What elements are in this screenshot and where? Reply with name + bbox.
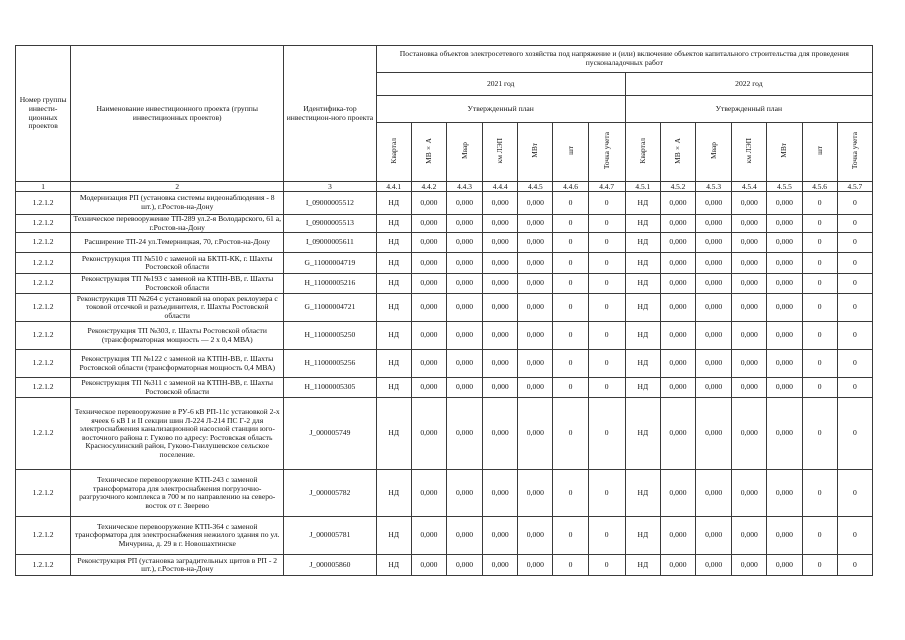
row-value-cell: 0,000 (660, 470, 695, 517)
row-value-cell: НД (376, 322, 411, 350)
row-project-id: I_09000005611 (284, 233, 376, 253)
row-value-cell: НД (625, 322, 660, 350)
table-row (16, 253, 873, 274)
header-unit-2021-2: МВ×А (411, 123, 446, 182)
header-year-2022: 2022 год (625, 73, 872, 96)
row-value-cell: 0,000 (483, 398, 518, 470)
row-value-cell: 0 (837, 555, 872, 576)
row-value-cell: 0,000 (518, 517, 553, 555)
row-project-id: J_000005860 (284, 555, 376, 576)
table-row (16, 322, 873, 350)
row-value-cell: 0 (553, 470, 588, 517)
row-value-cell: 0,000 (696, 253, 732, 274)
row-group-number: 1.2.1.2 (16, 555, 71, 576)
row-project-name: Техническое перевооружение в РУ-6 кВ РП-11с установкой 2-х ячеек 6 кВ I и II секции шин Л-224 Л-214 ПС Г-2 для электроснабжения канализационной насосной станции юго-восточного района г. Гуково по адресу: Ростовская область Красносулинский район, Гуково-Гнилушевское сельское поселение. (71, 398, 284, 470)
table-row (16, 470, 873, 517)
row-value-cell: 0,000 (660, 215, 695, 233)
header-unit-2022-5: МВт (767, 123, 802, 182)
table-row (16, 215, 873, 233)
row-project-name: Реконструкция ТП №122 с заменой на КТПН-ВВ, г. Шахты Ростовской области (трансформаторная мощность 0,4 МВА) (71, 350, 284, 378)
column-number: 4.4.3 (446, 182, 482, 192)
row-value-cell: 0,000 (483, 274, 518, 294)
row-value-cell: 0,000 (446, 274, 482, 294)
row-value-cell: 0 (837, 517, 872, 555)
row-value-cell: 0 (588, 398, 625, 470)
header-unit-2022-7: Точка учета (837, 123, 872, 182)
row-value-cell: 0,000 (660, 555, 695, 576)
table-row (16, 192, 873, 215)
investment-table (15, 45, 873, 576)
row-value-cell: 0 (588, 350, 625, 378)
row-value-cell: 0,000 (411, 274, 446, 294)
row-value-cell: 0,000 (411, 253, 446, 274)
row-value-cell: НД (376, 555, 411, 576)
row-group-number: 1.2.1.2 (16, 294, 71, 322)
row-value-cell: 0,000 (446, 398, 482, 470)
row-project-id: H_11000005305 (284, 378, 376, 398)
row-value-cell: НД (625, 378, 660, 398)
row-value-cell: 0,000 (446, 253, 482, 274)
row-value-cell: 0,000 (411, 517, 446, 555)
row-value-cell: 0 (588, 215, 625, 233)
row-value-cell: 0,000 (446, 322, 482, 350)
row-group-number: 1.2.1.2 (16, 398, 71, 470)
row-value-cell: 0,000 (732, 378, 767, 398)
row-value-cell: НД (376, 215, 411, 233)
row-value-cell: 0,000 (767, 233, 802, 253)
row-value-cell: 0,000 (411, 192, 446, 215)
header-unit-2021-4: км ЛЭП (483, 123, 518, 182)
row-value-cell: 0 (837, 470, 872, 517)
row-group-number: 1.2.1.2 (16, 378, 71, 398)
row-value-cell: 0 (837, 350, 872, 378)
row-value-cell: 0 (802, 555, 837, 576)
row-value-cell: НД (376, 253, 411, 274)
row-project-name: Реконструкция ТП №510 с заменой на БКТП-КК, г. Шахты Ростовской области (71, 253, 284, 274)
row-value-cell: 0 (588, 274, 625, 294)
row-value-cell: 0 (802, 350, 837, 378)
column-number: 4.4.7 (588, 182, 625, 192)
row-project-id: J_000005782 (284, 470, 376, 517)
row-value-cell: 0,000 (518, 470, 553, 517)
row-value-cell: 0 (837, 233, 872, 253)
header-unit-2021-3: Мвар (446, 123, 482, 182)
column-number: 4.5.7 (837, 182, 872, 192)
row-value-cell: 0,000 (660, 350, 695, 378)
row-project-id: H_11000005216 (284, 274, 376, 294)
row-value-cell: 0 (588, 192, 625, 215)
column-number: 4.5.6 (802, 182, 837, 192)
row-value-cell: 0,000 (483, 215, 518, 233)
row-value-cell: 0,000 (660, 233, 695, 253)
row-value-cell: 0,000 (518, 294, 553, 322)
header-unit-2021-5: МВт (518, 123, 553, 182)
row-value-cell: 0,000 (483, 350, 518, 378)
row-value-cell: 0,000 (767, 192, 802, 215)
row-value-cell: 0 (588, 322, 625, 350)
row-value-cell: 0,000 (483, 470, 518, 517)
row-group-number: 1.2.1.2 (16, 322, 71, 350)
row-group-number: 1.2.1.2 (16, 192, 71, 215)
column-number: 4.5.3 (696, 182, 732, 192)
column-number: 2 (71, 182, 284, 192)
row-value-cell: 0,000 (411, 350, 446, 378)
row-group-number: 1.2.1.2 (16, 274, 71, 294)
row-value-cell: 0 (837, 274, 872, 294)
row-value-cell: НД (376, 398, 411, 470)
row-value-cell: 0 (588, 233, 625, 253)
row-value-cell: 0,000 (696, 350, 732, 378)
row-value-cell: 0,000 (767, 470, 802, 517)
row-value-cell: 0,000 (446, 294, 482, 322)
row-value-cell: 0 (553, 215, 588, 233)
row-value-cell: 0,000 (732, 192, 767, 215)
row-value-cell: 0,000 (411, 322, 446, 350)
table-row (16, 350, 873, 378)
row-project-id: J_000005749 (284, 398, 376, 470)
row-value-cell: 0 (837, 322, 872, 350)
row-value-cell: 0,000 (767, 555, 802, 576)
row-value-cell: 0,000 (660, 274, 695, 294)
header-group-number: Номер группы инвести-ционных проектов (16, 46, 71, 182)
row-project-name: Техническое перевооружение КТП-364 с заменой трансформатора для электроснабжения нежилого здания по ул. Мичурина, д. 29 в г. Новошахтинске (71, 517, 284, 555)
row-value-cell: НД (376, 378, 411, 398)
column-number: 3 (284, 182, 376, 192)
row-value-cell: 0,000 (767, 253, 802, 274)
column-number: 4.5.5 (767, 182, 802, 192)
table-row (16, 555, 873, 576)
table-row (16, 517, 873, 555)
row-value-cell: НД (376, 517, 411, 555)
row-value-cell: 0 (837, 378, 872, 398)
row-value-cell: 0,000 (696, 322, 732, 350)
row-project-name: Реконструкция ТП №264 с установкой на опорах реклоузера с токовой отсечкой и разъединителя, г. Шахты Ростовской области (71, 294, 284, 322)
row-value-cell: 0 (588, 555, 625, 576)
row-value-cell: 0 (802, 253, 837, 274)
row-value-cell: 0,000 (732, 350, 767, 378)
row-value-cell: 0,000 (767, 274, 802, 294)
header-main-title: Постановка объектов электросетевого хозяйства под напряжение и (или) включение объектов капитального строительства для проведения пусконаладочных работ (376, 46, 872, 73)
row-value-cell: 0,000 (767, 294, 802, 322)
row-value-cell: 0 (837, 192, 872, 215)
header-approved-plan-2021: Утвержденный план (376, 96, 625, 123)
row-project-id: I_09000005512 (284, 192, 376, 215)
row-value-cell: 0,000 (483, 322, 518, 350)
row-value-cell: 0,000 (518, 192, 553, 215)
row-value-cell: 0 (553, 274, 588, 294)
row-project-id: I_09000005513 (284, 215, 376, 233)
row-value-cell: 0,000 (696, 555, 732, 576)
table-row (16, 294, 873, 322)
row-value-cell: 0,000 (446, 517, 482, 555)
row-value-cell: 0,000 (518, 233, 553, 253)
row-value-cell: 0,000 (732, 253, 767, 274)
row-value-cell: 0,000 (483, 555, 518, 576)
row-value-cell: 0,000 (518, 398, 553, 470)
row-value-cell: 0,000 (518, 253, 553, 274)
row-value-cell: 0 (553, 253, 588, 274)
row-value-cell: 0,000 (767, 378, 802, 398)
row-value-cell: 0,000 (732, 274, 767, 294)
row-project-id: H_11000005256 (284, 350, 376, 378)
row-project-id: G_11000004719 (284, 253, 376, 274)
row-project-name: Техническое перевооружение ТП-289 ул.2-я Володарского, 61 а, г.Ростов-на-Дону (71, 215, 284, 233)
row-value-cell: 0,000 (411, 470, 446, 517)
row-value-cell: НД (625, 398, 660, 470)
row-value-cell: 0,000 (660, 378, 695, 398)
column-number: 4.5.2 (660, 182, 695, 192)
row-value-cell: 0,000 (696, 517, 732, 555)
row-value-cell: 0,000 (696, 274, 732, 294)
row-project-id: J_000005781 (284, 517, 376, 555)
row-value-cell: 0,000 (732, 215, 767, 233)
row-value-cell: 0 (837, 215, 872, 233)
row-value-cell: 0 (802, 378, 837, 398)
row-value-cell: НД (376, 233, 411, 253)
row-value-cell: НД (625, 517, 660, 555)
row-value-cell: 0,000 (518, 350, 553, 378)
row-value-cell: НД (376, 192, 411, 215)
row-value-cell: НД (376, 274, 411, 294)
row-value-cell: НД (625, 274, 660, 294)
row-project-name: Реконструкция РП (установка заградительных щитов в РП - 2 шт.), г.Ростов-на-Дону (71, 555, 284, 576)
row-project-name: Реконструкция ТП №311 с заменой на КТПН-ВВ, г. Шахты Ростовской области (71, 378, 284, 398)
row-value-cell: 0,000 (411, 233, 446, 253)
row-value-cell: 0 (837, 294, 872, 322)
row-value-cell: 0,000 (696, 378, 732, 398)
header-unit-2022-1: Квартал (625, 123, 660, 182)
row-value-cell: 0 (588, 253, 625, 274)
header-project-name: Наименование инвестиционного проекта (группы инвестиционных проектов) (71, 46, 284, 182)
row-value-cell: 0,000 (518, 215, 553, 233)
row-value-cell: НД (625, 350, 660, 378)
row-value-cell: НД (376, 294, 411, 322)
row-value-cell: 0,000 (411, 378, 446, 398)
row-value-cell: 0 (802, 192, 837, 215)
row-value-cell: 0,000 (732, 470, 767, 517)
row-value-cell: НД (625, 470, 660, 517)
column-number: 4.4.2 (411, 182, 446, 192)
row-value-cell: 0,000 (446, 350, 482, 378)
header-approved-plan-2022: Утвержденный план (625, 96, 872, 123)
row-value-cell: 0,000 (732, 398, 767, 470)
row-value-cell: 0 (802, 233, 837, 253)
row-group-number: 1.2.1.2 (16, 350, 71, 378)
row-value-cell: НД (625, 294, 660, 322)
row-value-cell: 0,000 (483, 233, 518, 253)
row-project-id: G_11000004721 (284, 294, 376, 322)
row-value-cell: 0,000 (696, 470, 732, 517)
row-value-cell: НД (625, 233, 660, 253)
header-unit-2021-7: Точка учета (588, 123, 625, 182)
row-value-cell: 0,000 (767, 350, 802, 378)
row-value-cell: 0,000 (767, 517, 802, 555)
row-value-cell: 0 (588, 294, 625, 322)
column-number: 1 (16, 182, 71, 192)
header-unit-2022-3: Мвар (696, 123, 732, 182)
row-value-cell: 0,000 (518, 274, 553, 294)
row-group-number: 1.2.1.2 (16, 215, 71, 233)
row-value-cell: 0 (588, 517, 625, 555)
row-value-cell: НД (625, 192, 660, 215)
row-value-cell: 0,000 (696, 233, 732, 253)
row-value-cell: 0 (553, 378, 588, 398)
row-value-cell: 0,000 (518, 322, 553, 350)
header-unit-2021-6: шт (553, 123, 588, 182)
row-value-cell: 0 (553, 398, 588, 470)
row-value-cell: 0,000 (660, 322, 695, 350)
row-value-cell: НД (625, 555, 660, 576)
row-value-cell: 0 (553, 294, 588, 322)
row-value-cell: 0 (588, 470, 625, 517)
row-value-cell: 0,000 (732, 233, 767, 253)
header-unit-2021-1: Квартал (376, 123, 411, 182)
row-value-cell: 0 (802, 215, 837, 233)
row-project-id: H_11000005250 (284, 322, 376, 350)
row-value-cell: 0 (802, 470, 837, 517)
row-project-name: Техническое перевооружение КТП-243 с заменой трансформатора для электроснабжения погрузочно-разгрузочного комплекса в 700 м по направлению на северо-восток от г. Зверево (71, 470, 284, 517)
row-value-cell: 0,000 (767, 322, 802, 350)
header-unit-2022-6: шт (802, 123, 837, 182)
row-value-cell: 0,000 (660, 398, 695, 470)
row-value-cell: 0,000 (732, 294, 767, 322)
row-value-cell: 0 (553, 555, 588, 576)
row-value-cell: 0,000 (732, 517, 767, 555)
column-number: 4.5.4 (732, 182, 767, 192)
row-value-cell: 0,000 (660, 294, 695, 322)
row-value-cell: 0,000 (483, 192, 518, 215)
row-value-cell: 0,000 (660, 192, 695, 215)
row-value-cell: 0 (837, 253, 872, 274)
row-value-cell: 0,000 (411, 294, 446, 322)
column-number: 4.4.6 (553, 182, 588, 192)
table-row (16, 233, 873, 253)
row-value-cell: 0,000 (767, 398, 802, 470)
row-value-cell: 0,000 (411, 215, 446, 233)
row-value-cell: 0,000 (446, 555, 482, 576)
row-value-cell: 0 (553, 233, 588, 253)
header-unit-2022-4: км ЛЭП (732, 123, 767, 182)
table-row (16, 398, 873, 470)
row-value-cell: 0,000 (696, 294, 732, 322)
row-group-number: 1.2.1.2 (16, 233, 71, 253)
row-value-cell: 0,000 (483, 378, 518, 398)
row-group-number: 1.2.1.2 (16, 253, 71, 274)
row-value-cell: 0 (802, 322, 837, 350)
row-value-cell: НД (376, 470, 411, 517)
column-number: 4.4.5 (518, 182, 553, 192)
row-value-cell: 0 (837, 398, 872, 470)
row-value-cell: НД (625, 253, 660, 274)
row-value-cell: 0,000 (446, 470, 482, 517)
row-value-cell: НД (376, 350, 411, 378)
row-value-cell: 0 (553, 322, 588, 350)
row-value-cell: НД (625, 215, 660, 233)
header-project-id: Идентифика-тор инвестицион-ного проекта (284, 46, 376, 182)
row-value-cell: 0,000 (732, 322, 767, 350)
row-value-cell: 0,000 (518, 378, 553, 398)
table-row (16, 274, 873, 294)
row-value-cell: 0,000 (696, 192, 732, 215)
row-value-cell: 0 (553, 350, 588, 378)
row-value-cell: 0 (802, 398, 837, 470)
column-number: 4.5.1 (625, 182, 660, 192)
row-value-cell: 0,000 (446, 192, 482, 215)
row-value-cell: 0,000 (483, 294, 518, 322)
row-value-cell: 0 (802, 517, 837, 555)
row-value-cell: 0,000 (446, 215, 482, 233)
row-value-cell: 0,000 (483, 517, 518, 555)
row-group-number: 1.2.1.2 (16, 517, 71, 555)
row-value-cell: 0 (588, 378, 625, 398)
row-value-cell: 0 (553, 192, 588, 215)
row-group-number: 1.2.1.2 (16, 470, 71, 517)
row-value-cell: 0 (802, 274, 837, 294)
row-project-name: Реконструкция ТП №193 с заменой на КТПН-ВВ, г. Шахты Ростовской области (71, 274, 284, 294)
row-value-cell: 0,000 (411, 555, 446, 576)
row-project-name: Модернизация РП (установка системы видеонаблюдения - 8 шт.), г.Ростов-на-Дону (71, 192, 284, 215)
row-value-cell: 0,000 (660, 517, 695, 555)
row-value-cell: 0,000 (660, 253, 695, 274)
row-project-name: Расширение ТП-24 ул.Темерницкая, 70, г.Ростов-на-Дону (71, 233, 284, 253)
row-value-cell: 0 (553, 517, 588, 555)
row-value-cell: 0,000 (767, 215, 802, 233)
row-project-name: Реконструкция ТП №303, г. Шахты Ростовской области (трансформаторная мощность — 2 х 0,4 МВА) (71, 322, 284, 350)
row-value-cell: 0,000 (446, 378, 482, 398)
row-value-cell: 0,000 (483, 253, 518, 274)
row-value-cell: 0,000 (732, 555, 767, 576)
column-number: 4.4.1 (376, 182, 411, 192)
header-unit-2022-2: МВ×А (660, 123, 695, 182)
header-year-2021: 2021 год (376, 73, 625, 96)
row-value-cell: 0 (802, 294, 837, 322)
column-number: 4.4.4 (483, 182, 518, 192)
row-value-cell: 0,000 (411, 398, 446, 470)
row-value-cell: 0,000 (446, 233, 482, 253)
row-value-cell: 0,000 (696, 215, 732, 233)
row-value-cell: 0,000 (696, 398, 732, 470)
table-row (16, 378, 873, 398)
row-value-cell: 0,000 (518, 555, 553, 576)
